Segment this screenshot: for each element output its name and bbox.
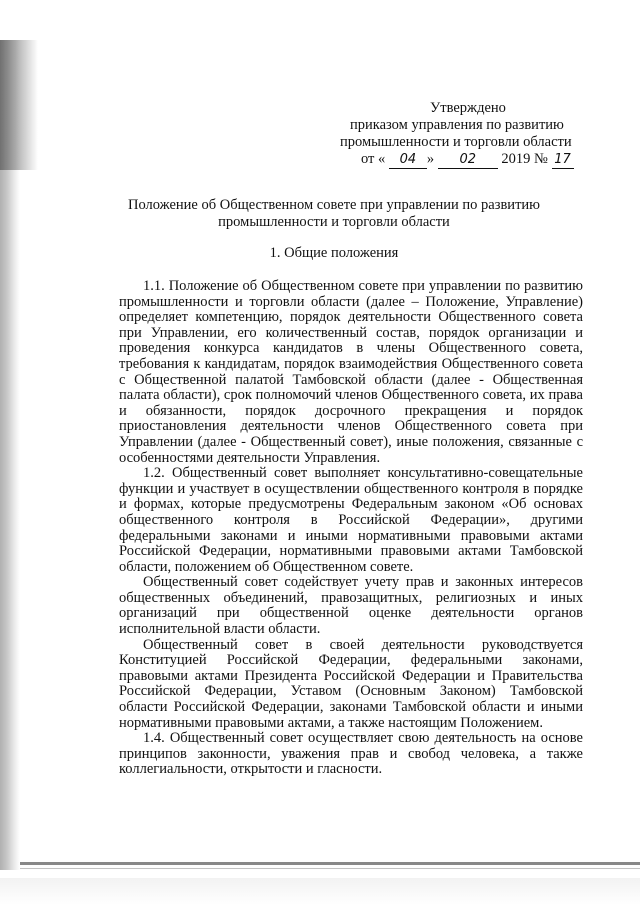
scan-bottom-line-thin [20,868,640,869]
scan-bottom-line [20,862,640,865]
approval-date-prefix: от « [361,151,386,167]
document-title-line-1: Положение об Общественном совете при управлении по развитию [127,197,540,213]
approval-line-2: приказом управления по развитию [350,117,564,133]
approval-date-line [340,151,610,169]
document-body [119,279,583,778]
section-heading: 1. Общие положения [269,245,399,261]
paragraph-legal-basis: Общественный совет в своей деятельности руководствуется Конституцией Российской Федерации, федеральными законами, правовыми актами Президента Российской Федерации и Правительства Российской Федерации, Уставом (Основным Законом) Тамбовской области Российской Федерации, законами Тамбовской области и иными нормативными правовыми актами, а также настоящим Положением. [119,636,583,731]
paragraph-public-interest: Общественный совет содействует учету прав и законных интересов общественных объединений, правозащитных, религиозных и иных организаций при общественной оценке деятельности органов исполнительной власти области. [119,574,583,638]
approval-line-1: Утверждено [430,100,506,116]
document-title-line-2: промышленности и торговли области [218,214,450,230]
paragraph-1-4: 1.4. Общественный совет осуществляет свою деятельность на основе принципов законности, уважения прав и свобод человека, а также коллегиальности, открытости и гласности. [119,730,583,778]
paragraph-1-2: 1.2. Общественный совет выполняет консультативно-совещательные функции и участвует в осуществлении общественного контроля в порядке и формах, которые предусмотрены Федеральным законом «Об основах общественного контроля в Российской Федерации», другими федеральными законами и иными нормативными правовыми актами Российской Федерации, нормативными правовыми актами Тамбовской области, положением об Общественном совете. [119,465,583,575]
approval-year: 2019 № [501,151,548,167]
scan-bottom-margin [0,878,640,905]
approval-number: 17 [552,151,574,169]
paragraph-1-1: 1.1. Положение об Общественном совете при управлении по развитию промышленности и торговли области (далее – Положение, Управление) определяет компетенцию, порядок деятельности Общественного совета при Управлении, его количественный состав, порядок организации и проведения конкурса кандидатов в члены Общественного совета, требования к кандидатам, порядок взаимодействия Общественного совета с Общественной палатой Тамбовской области (далее - Общественная палата области), срок полномочий членов Общественного совета, их права и обязанности, порядок досрочного прекращения и порядок приостановления деятельности членов Общественного совета при Управлении (далее - Общественный совет), иные положения, связанные с особенностями деятельности Управления. [119,278,583,466]
document-title [100,197,568,231]
approval-day: 04 [389,151,427,169]
approval-line-3: промышленности и торговли области [340,134,572,150]
approval-date-mid: » [426,151,435,167]
approval-block [340,100,610,169]
approval-month: 02 [438,151,498,169]
scan-edge-shadow-top [0,40,38,170]
